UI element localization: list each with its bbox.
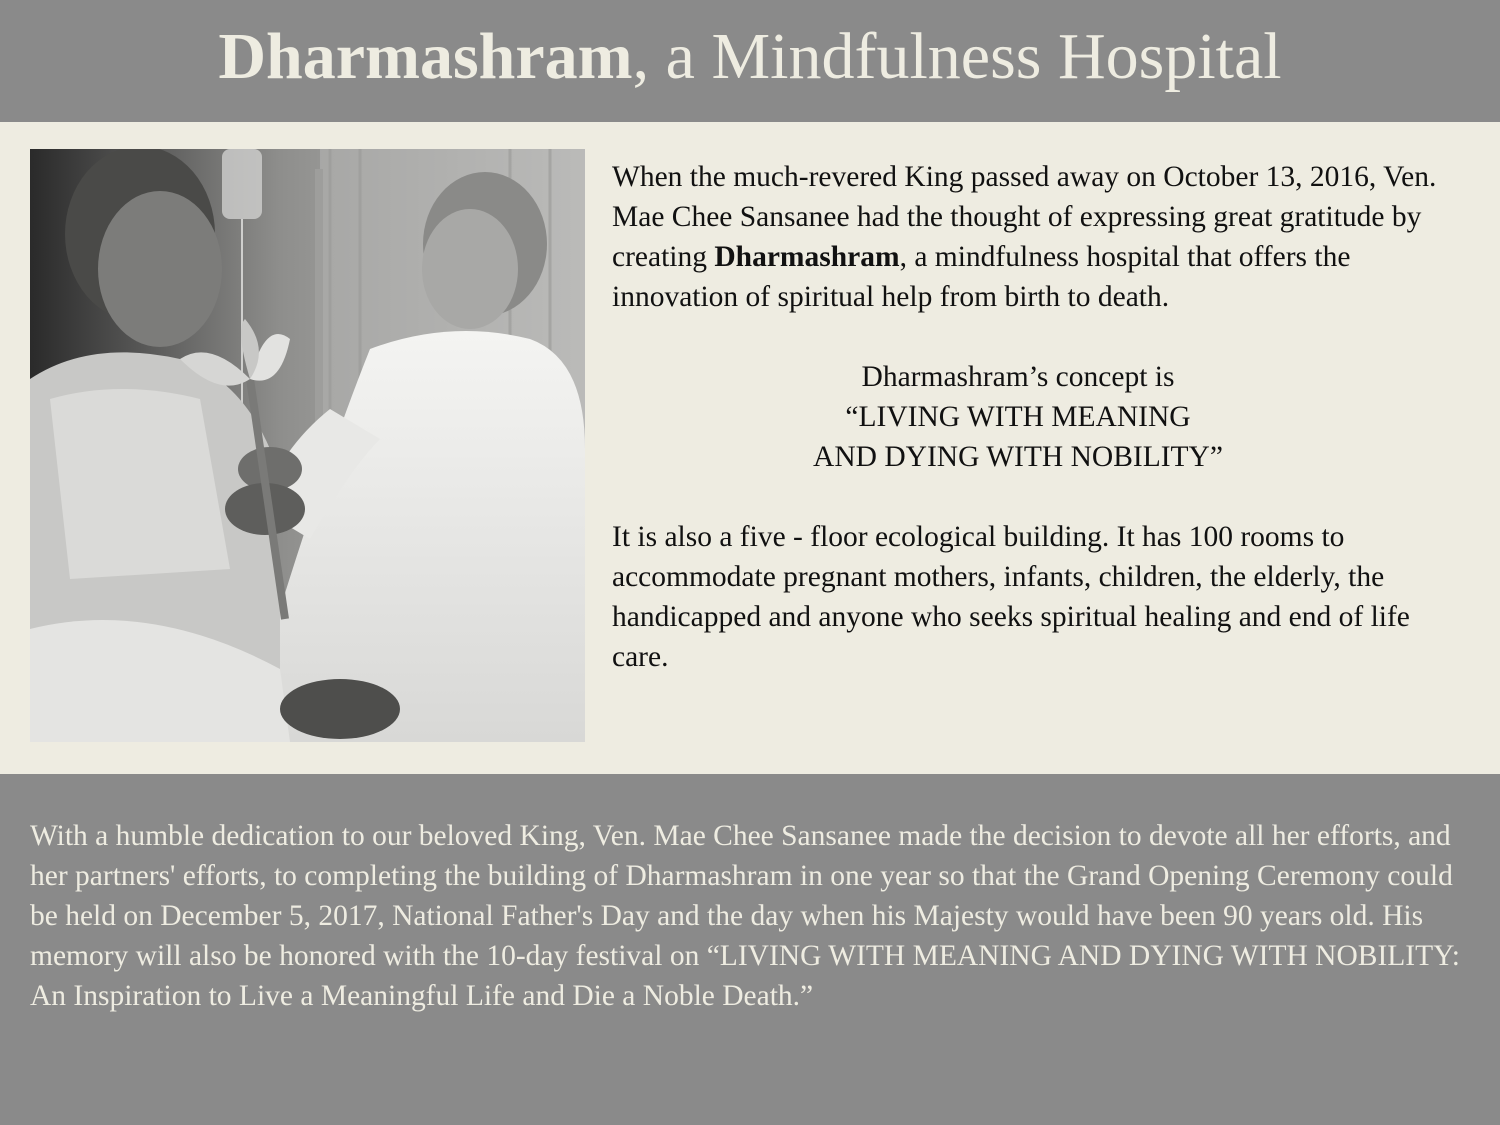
content-panel <box>0 122 1500 774</box>
concept-line-2: “LIVING WITH MEANING <box>845 401 1191 433</box>
page-title <box>0 14 1500 100</box>
concept-line-1: Dharmashram’s concept is <box>861 361 1175 393</box>
nun-and-patient-photo-icon <box>30 149 585 742</box>
main-text <box>612 157 1472 677</box>
concept-line-3: AND DYING WITH NOBILITY” <box>813 441 1223 473</box>
concept-block <box>612 357 1424 477</box>
building-paragraph: It is also a five - floor ecological building. It has 100 rooms to accommodate pregnant mothers, infants, children, the elderly, the handicapped and anyone who seeks spiritual healing and end of life care. <box>612 521 1410 673</box>
intro-bold: Dharmashram <box>714 241 900 273</box>
title-bold: Dharmashram <box>218 20 633 93</box>
footer-band <box>0 774 1500 1125</box>
intro-paragraph <box>612 157 1472 317</box>
intro-text-1: When the much-revered King passed away on October 13, 2016, Ven. Mae Chee Sansanee had the thought of expressing great gratitude by creating <box>612 161 1437 273</box>
photo <box>30 149 585 742</box>
intro-text-2: , a mindfulness hospital that offers the innovation of spiritual help from birth to death. <box>612 241 1351 313</box>
dedication-paragraph: With a humble dedication to our beloved King, Ven. Mae Chee Sansanee made the decision to devote all her efforts, and her partners' efforts, to completing the building of Dharmashram in one year so that the Grand Opening Ceremony could be held on December 5, 2017, National Father's Day and the day when his Majesty would have been 90 years old. His memory will also be honored with the 10-day festival on “LIVING WITH MEANING AND DYING WITH NOBILITY: An Inspiration to Live a Meaningful Life and Die a Noble Death.” <box>30 820 1460 1012</box>
title-rest: , a Mindfulness Hospital <box>632 20 1282 93</box>
header-band <box>0 0 1500 122</box>
